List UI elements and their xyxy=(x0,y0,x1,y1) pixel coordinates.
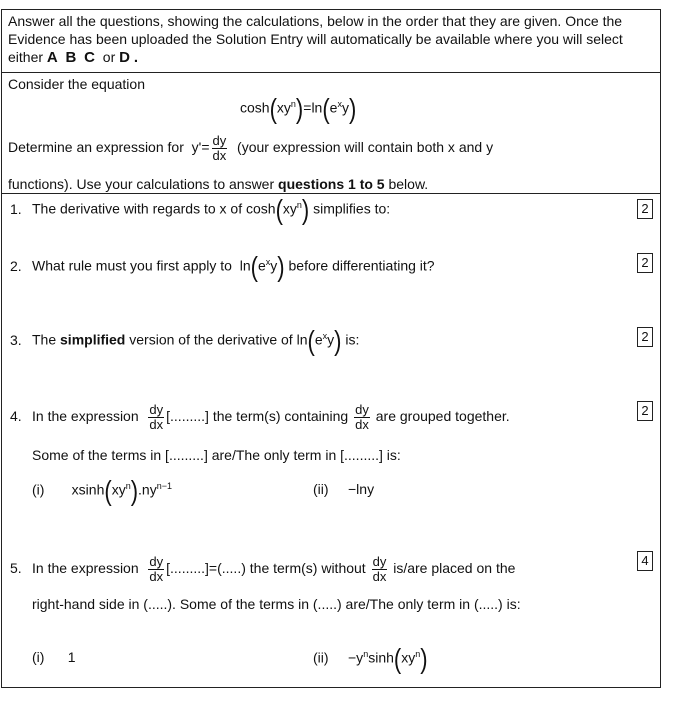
option-text: 1 xyxy=(67,649,76,665)
question-2 xyxy=(10,250,435,282)
question-number: 3. xyxy=(10,331,22,348)
question-4-option-i xyxy=(32,474,172,506)
equals: = xyxy=(303,99,312,116)
cosh-fn: cosh xyxy=(240,99,270,116)
ln-fn: ln xyxy=(311,99,323,116)
paren-open: ( xyxy=(275,193,283,225)
question-middle: the term(s) without xyxy=(249,560,366,577)
frac-num: dy xyxy=(372,554,387,569)
marks-badge: 2 xyxy=(637,253,653,273)
dy-dx-fraction xyxy=(148,555,164,584)
instructions-text: Answer all the questions, showing the calculations, below in the order that they are given. Once the Evidence has been uploaded the Solution Entry will automatically be available where you will select either xyxy=(8,13,623,65)
marks-badge: 2 xyxy=(637,327,653,347)
ln-fn: ln xyxy=(239,257,251,274)
option-text: −lny xyxy=(348,481,375,497)
eq-e: e xyxy=(329,99,338,116)
inner-e: e xyxy=(257,257,266,274)
frac-num: dy xyxy=(212,133,227,148)
paren-open: ( xyxy=(250,250,258,282)
yprime: y' xyxy=(191,139,202,156)
inner-term: xy xyxy=(282,200,297,217)
marks-badge: 2 xyxy=(637,199,653,219)
question-number: 2. xyxy=(10,257,22,274)
instructions xyxy=(8,12,654,67)
option-fn: sinh xyxy=(368,649,394,666)
exponent: x xyxy=(265,257,271,267)
functions-line xyxy=(8,176,428,192)
choice-a: A xyxy=(46,49,58,66)
choice-d: D xyxy=(119,49,130,66)
question-4 xyxy=(10,403,510,432)
inner-term: xy xyxy=(111,481,126,498)
paren-close: ) xyxy=(301,193,310,225)
choice-c: C xyxy=(84,49,96,66)
dy-dx-fraction xyxy=(148,403,164,432)
question-4-line2: Some of the terms in [.........] are/The only term in [.........] is: xyxy=(32,447,401,463)
marks-badge: 2 xyxy=(637,401,653,421)
frac-num: dy xyxy=(355,402,369,417)
frac-den: dx xyxy=(355,417,369,432)
paren-close: ) xyxy=(277,250,285,282)
exponent: n xyxy=(296,200,302,210)
paren-close: ) xyxy=(348,92,357,124)
option-label: (ii) xyxy=(313,481,329,497)
question-tail: is/are placed on the xyxy=(393,560,516,577)
option-text: −y xyxy=(348,649,364,666)
question-bold: simplified xyxy=(60,331,126,348)
paren-close: ) xyxy=(334,324,342,356)
question-4-option-ii xyxy=(313,481,374,497)
question-5-option-ii xyxy=(313,642,428,674)
paren-open: ( xyxy=(322,92,330,124)
functions-text: functions). Use your calculations to answer xyxy=(8,176,275,192)
or-text: or xyxy=(102,49,116,65)
frac-den: dx xyxy=(212,148,227,163)
choice-b: B xyxy=(65,49,77,66)
paren-close: ) xyxy=(130,474,139,506)
worksheet-frame xyxy=(1,9,661,688)
question-tail: simplifies to: xyxy=(313,200,391,217)
question-3 xyxy=(10,324,360,356)
question-number: 1. xyxy=(10,200,22,217)
marks-badge: 4 xyxy=(637,551,653,571)
question-tail: are grouped together. xyxy=(375,408,510,425)
inner-y: y xyxy=(327,331,335,348)
question-5 xyxy=(10,555,515,584)
paren-close: ) xyxy=(295,92,304,124)
exponent: n xyxy=(363,649,369,659)
exp-n: n xyxy=(290,99,296,109)
paren-open: ( xyxy=(393,642,402,674)
option-label: (ii) xyxy=(313,649,329,666)
option-label: (i) xyxy=(32,481,45,498)
question-tail: is: xyxy=(345,331,360,348)
frac-num: dy xyxy=(149,402,164,417)
determine-line: Determine an expression for y'= $\frac{dy}{dx}$ (your expression will contain both x and y xyxy=(8,133,494,163)
consider-label: Consider the equation xyxy=(8,76,145,92)
exp-x: x xyxy=(337,99,342,109)
exponent: n−1 xyxy=(156,481,172,491)
question-middle: the term(s) containing xyxy=(212,408,349,425)
frac-den: dx xyxy=(372,569,387,584)
ln-fn: ln xyxy=(296,331,308,348)
determine-text: Determine an expression for xyxy=(8,139,184,156)
question-number: 5. xyxy=(10,560,22,577)
frac-den: dx xyxy=(149,569,164,584)
divider xyxy=(2,72,660,73)
paren-open: ( xyxy=(104,474,112,506)
dy-dx-fraction xyxy=(212,134,228,163)
option-label: (i) xyxy=(32,649,45,665)
dy-dx-fraction xyxy=(354,403,370,432)
bracket-blank: [.........]=(.....) xyxy=(166,560,246,577)
dy-dx-fraction xyxy=(372,555,388,584)
question-number: 4. xyxy=(10,408,22,425)
exponent: x xyxy=(322,331,328,341)
eq-y: y xyxy=(341,99,349,116)
eq-inner-lhs: xy xyxy=(276,99,291,116)
inner-term: xy xyxy=(401,649,416,666)
frac-den: dx xyxy=(149,417,164,432)
divider xyxy=(2,193,660,194)
question-pre: The xyxy=(32,331,57,348)
inner-e: e xyxy=(314,331,323,348)
main-equation xyxy=(240,92,357,124)
inner-y: y xyxy=(270,257,278,274)
question-5-line2: right-hand side in (.....). Some of the terms in (.....) are/The only term in (.....) is: xyxy=(32,596,521,612)
question-tail: before differentiating it? xyxy=(288,257,435,274)
question-text: The derivative with regards to x of cosh xyxy=(32,200,276,217)
below-text: below. xyxy=(388,176,429,192)
question-text: version of the derivative of xyxy=(129,331,293,348)
exponent: n xyxy=(125,481,131,491)
question-5-option-i xyxy=(32,649,76,665)
question-text: In the expression xyxy=(32,408,139,425)
bracket-blank: [.........] xyxy=(166,408,209,425)
question-text: What rule must you first apply to xyxy=(32,257,232,274)
option-after: .ny xyxy=(138,481,157,498)
exponent: n xyxy=(415,649,421,659)
paren-open: ( xyxy=(307,324,315,356)
period: . xyxy=(133,49,139,66)
paren-close: ) xyxy=(420,642,428,674)
option-fn: xsinh xyxy=(71,481,105,498)
question-1 xyxy=(10,193,391,225)
frac-num: dy xyxy=(149,554,164,569)
questions-ref: questions 1 to 5 xyxy=(278,176,385,192)
question-text: In the expression xyxy=(32,560,139,577)
paren-open: ( xyxy=(269,92,277,124)
paren-note: (your expression will contain both x and y xyxy=(237,139,494,156)
